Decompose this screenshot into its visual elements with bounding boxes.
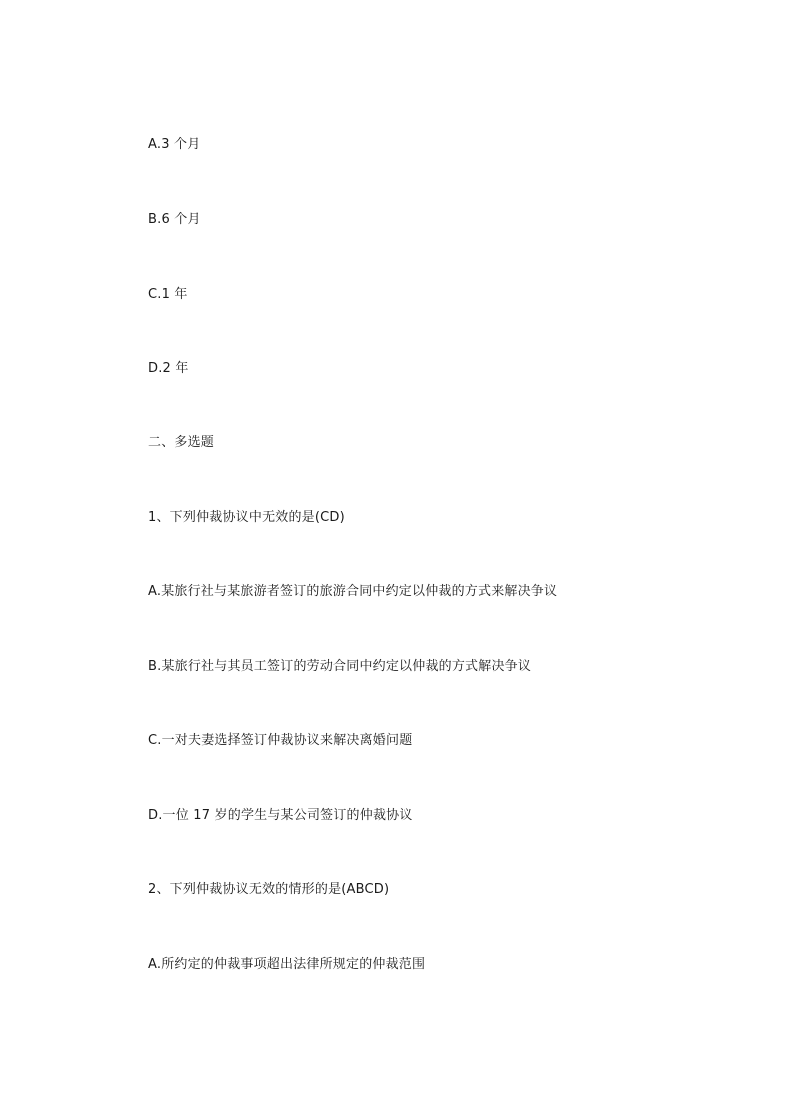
question-2-stem: 2、下列仲裁协议无效的情形的是(ABCD) [148,882,390,897]
question-1-option-b: B.某旅行社与其员工签订的劳动合同中约定以仲裁的方式解决争议 [148,659,532,674]
option-b-6-months: B.6 个月 [148,212,201,227]
question-1-option-c: C.一对夫妻选择签订仲裁协议来解决离婚问题 [148,733,413,748]
question-2-option-a: A.所约定的仲裁事项超出法律所规定的仲裁范围 [148,957,426,972]
question-1-option-a: A.某旅行社与某旅游者签订的旅游合同中约定以仲裁的方式来解决争议 [148,584,558,599]
option-a-3-months: A.3 个月 [148,137,201,152]
section-heading: 二、多选题 [148,435,215,450]
option-d-2-years: D.2 年 [148,361,189,376]
question-1-option-d: D.一位 17 岁的学生与某公司签订的仲裁协议 [148,808,413,823]
question-1-stem: 1、下列仲裁协议中无效的是(CD) [148,510,345,525]
option-c-1-year: C.1 年 [148,287,188,302]
